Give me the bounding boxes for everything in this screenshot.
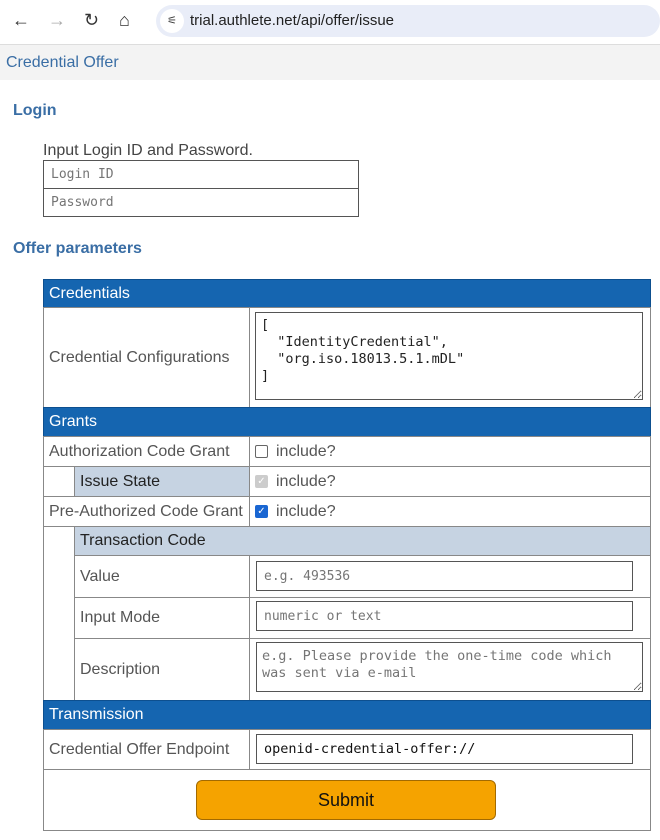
include-label: include?	[276, 472, 336, 490]
site-settings-icon[interactable]: ⚟	[160, 9, 184, 33]
pre-auth-cell	[249, 496, 651, 527]
description-textarea[interactable]	[256, 642, 643, 692]
value-label: Value	[74, 555, 250, 598]
offer-heading: Offer parameters	[13, 240, 142, 257]
auth-code-label: Authorization Code Grant	[43, 436, 250, 467]
auth-code-checkbox[interactable]	[255, 445, 268, 458]
forward-icon[interactable]: →	[48, 10, 66, 30]
brand-link[interactable]: Credential Offer	[6, 54, 119, 71]
include-label: include?	[276, 502, 336, 520]
input-mode-label: Input Mode	[74, 597, 250, 639]
url-text[interactable]: trial.authlete.net/api/offer/issue	[190, 12, 395, 29]
pre-auth-label: Pre-Authorized Code Grant	[43, 496, 250, 527]
issue-state-label: Issue State	[74, 466, 250, 497]
cred-config-label: Credential Configurations	[43, 307, 250, 408]
submit-button[interactable]: Submit	[196, 780, 496, 820]
login-id-input[interactable]	[43, 160, 359, 189]
include-label: include?	[276, 442, 336, 460]
reload-icon[interactable]: ↻	[84, 10, 100, 30]
transmission-header: Transmission	[43, 700, 651, 730]
login-heading: Login	[13, 102, 57, 119]
input-mode-input[interactable]	[256, 601, 633, 631]
endpoint-input[interactable]	[256, 734, 633, 764]
pre-auth-checkbox[interactable]: ✓	[255, 505, 268, 518]
issue-state-checkbox[interactable]: ✓	[255, 475, 268, 488]
indent	[43, 526, 75, 701]
description-label: Description	[74, 638, 250, 701]
tx-value-input[interactable]	[256, 561, 633, 591]
endpoint-label: Credential Offer Endpoint	[43, 729, 250, 770]
issue-state-cell	[249, 466, 651, 497]
indent	[43, 466, 75, 497]
home-icon[interactable]: ⌂	[119, 10, 130, 30]
cred-config-textarea[interactable]	[255, 312, 643, 400]
login-instruction: Input Login ID and Password.	[43, 142, 253, 159]
auth-code-cell	[249, 436, 651, 467]
grants-header: Grants	[43, 407, 651, 437]
credentials-header: Credentials	[43, 279, 651, 308]
back-icon[interactable]: ←	[12, 10, 30, 30]
tx-code-header: Transaction Code	[74, 526, 651, 556]
password-input[interactable]	[43, 188, 359, 217]
